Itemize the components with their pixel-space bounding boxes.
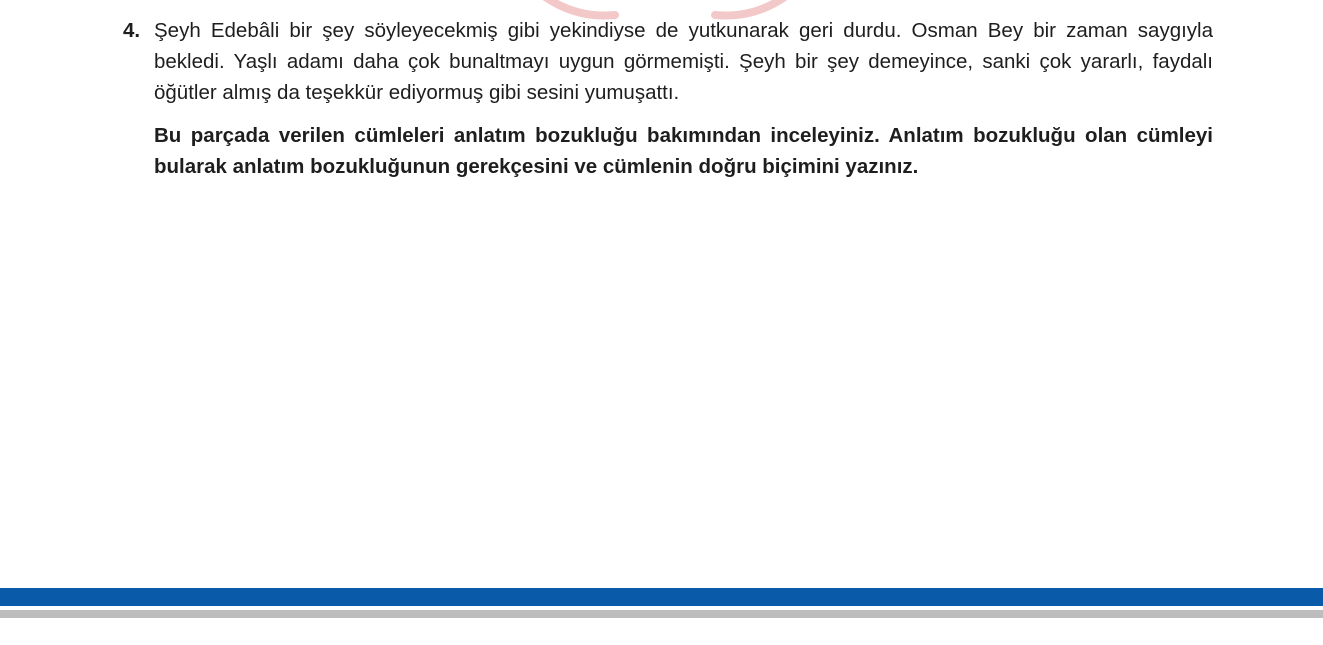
watermark-wreath-left: [525, 0, 615, 16]
question-block: [123, 15, 1213, 182]
footer-bar-blue: [0, 588, 1323, 606]
question-number: 4.: [123, 19, 141, 42]
footer-bar-gray: [0, 610, 1323, 618]
question-body: [154, 15, 1213, 182]
question-instruction: Bu parçada verilen cümleleri anlatım bozukluğu bakımından inceleyiniz. Anlatım bozukluğu olan cümleyi bularak anlatım bozukluğunun gerekçesini ve cümlenin doğru biçimini yazınız.: [154, 124, 1213, 178]
question-passage: Şeyh Edebâli bir şey söyleyecekmiş gibi yekindiyse de yutkunarak geri durdu. Osman Bey bir zaman saygıyla bekledi. Yaşlı adamı daha çok bunaltmayı uygun görmemişti. Şeyh bir şey demeyince, sanki çok yararlı, faydalı öğütler almış da teşekkür ediyormuş gibi sesini yumuşattı.: [154, 19, 1213, 104]
watermark-wreath-right: [715, 0, 805, 16]
